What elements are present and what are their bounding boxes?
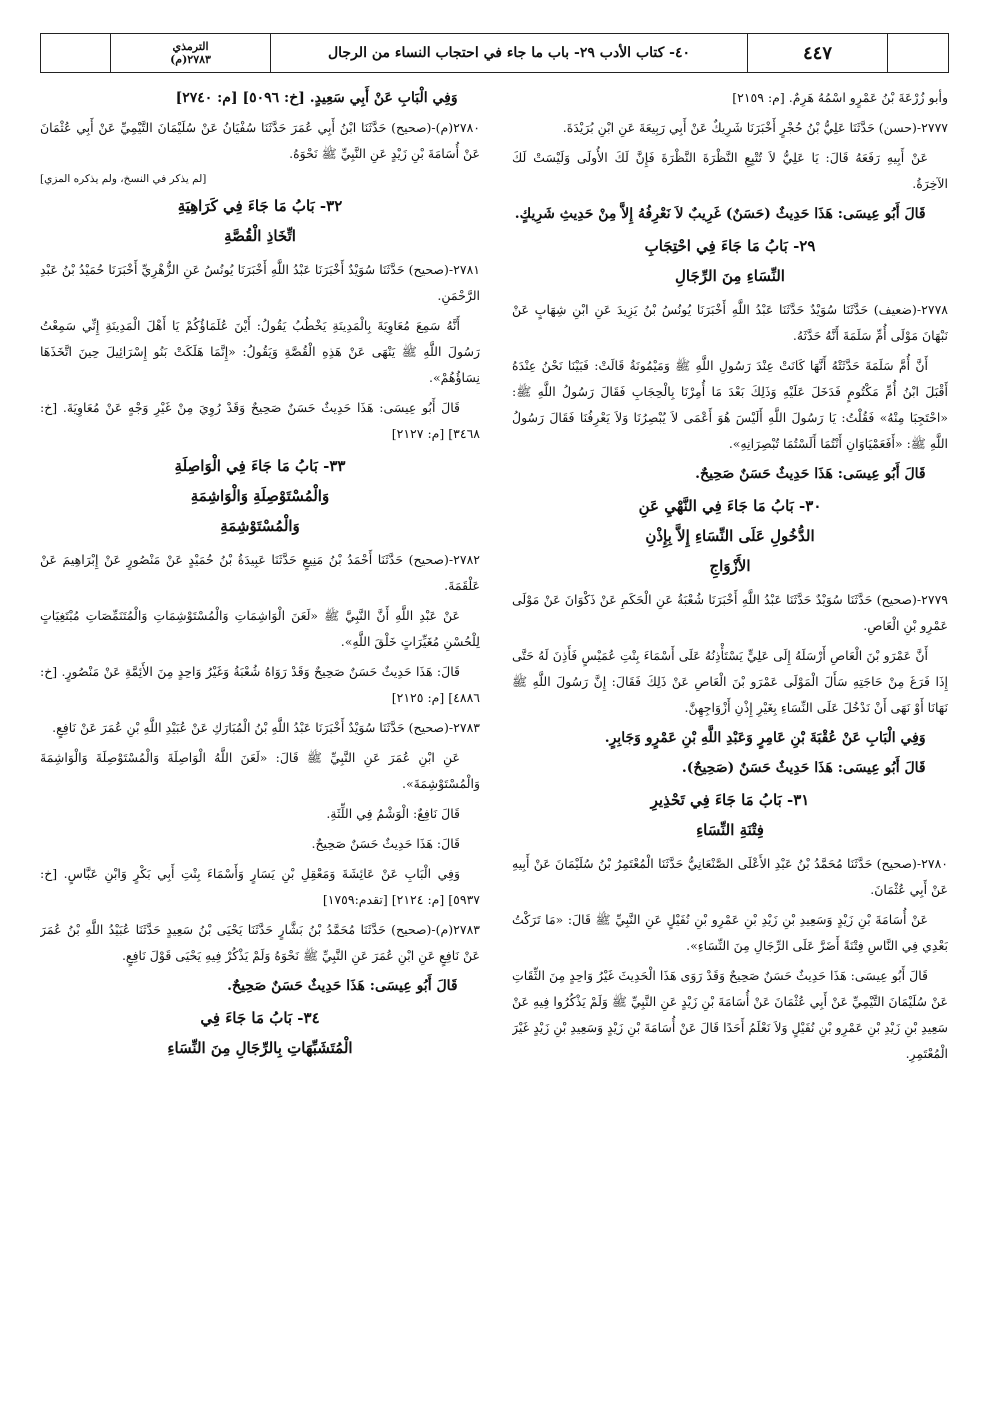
abu-isa-comment: قَالَ أَبُو عِيسَى: هَذَا حَدِيثٌ حَسَنٌ صَحِيحٌ. [227, 978, 458, 994]
grading-comment: قَالَ: هَذَا حَدِيثٌ حَسَنٌ صَحِيحٌ وَقَدْ رَوَاهُ شُعْبَةُ وَغَيْرُ وَاحِدٍ مِنَ الأَئِمَّةِ عَنْ مَنْصُورٍ. [خ: ٤٨٨٦] [م: ٢١٢٥] [40, 664, 480, 705]
header-source-ref [111, 34, 271, 72]
chapter-32-line1: ٣٢- بَابُ مَا جَاءَ فِي كَرَاهِيَةِ [177, 197, 343, 215]
chapter-30-line3: الأَزْوَاجِ [709, 557, 751, 575]
chapter-33-line1: ٣٣- بَابُ مَا جَاءَ فِي الْوَاصِلَةِ [174, 457, 346, 475]
chapter-33-line2: وَالْمُسْتَوْصِلَةِ وَالْوَاشِمَةِ [190, 487, 330, 505]
chapter-31-line2: فِتْنَةِ النِّسَاءِ [696, 821, 764, 839]
chapter-33-line3: وَالْمُسْتَوْشِمَةِ [220, 517, 300, 535]
hadith-2780-isnad: ٢٧٨٠-(صحيح) حَدَّثَنَا مُحَمَّدُ بْنُ عَبْدِ الأَعْلَى الصَّنْعَانِيُّ حَدَّثَنَا الْمُعْتَمِرُ بْنُ سُلَيْمَانَ عَنْ أَبِيهِ عَنْ أَبِي عُثْمَانَ. [512, 856, 948, 897]
abu-isa-comment: قَالَ أَبُو عِيسَى: هَذَا حَدِيثٌ حَسَنٌ صَحِيحٌ وَقَدْ رُوِيَ مِنْ غَيْرِ وَجْهٍ عَنْ مُعَاوِيَةَ. [خ: ٣٤٦٨] [م: ٢١٢٧] [40, 400, 480, 441]
abu-isa-comment: قَالَ أَبُو عِيسَى: هَذَا حَدِيثٌ حَسَنٌ صَحِيحٌ. [695, 466, 926, 482]
chapter-29-heading [512, 231, 948, 291]
chapter-34-heading [40, 1003, 480, 1063]
hadith-2780-matn: عَنْ أُسَامَةَ بْنِ زَيْدٍ وَسَعِيدِ بْنِ زَيْدِ بْنِ عَمْرِو بْنِ نُفَيْلٍ عَنِ النَّبِيِّ ﷺ قَالَ: «مَا تَرَكْتُ بَعْدِي فِي النَّاسِ فِتْنَةً أَضَرَّ عَلَى الرِّجَالِ مِنَ النِّسَاءِ». [512, 912, 948, 953]
running-header [40, 33, 949, 73]
hadith-2779-matn: أَنَّ عَمْرَو بْنَ الْعَاصِ أَرْسَلَهُ إِلَى عَلِيٍّ يَسْتَأْذِنُهُ عَلَى أَسْمَاءَ بِنْتِ عُمَيْسٍ فَأَذِنَ لَهُ حَتَّى إِذَا فَرَغَ مِنْ حَاجَتِهِ سَأَلَ الْمَوْلَى عَمْرَو بْنَ الْعَاصِ عَنْ ذَلِكَ فَقَالَ: إِنَّ رَسُولَ اللَّهِ ﷺ نَهَانَا أَوْ نَهَى أَنْ نَدْخُلَ عَلَى النِّسَاءِ بِغَيْرِ إِذْنِ أَزْوَاجِهِنَّ. [512, 648, 948, 715]
hadith-2778-isnad: ٢٧٧٨-(ضعيف) حَدَّثَنَا سُوَيْدٌ حَدَّثَنَا عَبْدُ اللَّهِ أَخْبَرَنَا يُونُسُ بْنُ يَزِيدَ عَنِ ابْنِ شِهَابٍ عَنْ نَبْهَانَ مَوْلَى أُمِّ سَلَمَةَ أَنَّهُ حَدَّثَهُ. [512, 302, 948, 343]
chapter-34-line1: ٣٤- بَابُ مَا جَاءَ فِي [200, 1009, 320, 1027]
chapter-34-line2: الْمُتَشَبِّهَاتِ بِالرِّجَالِ مِنَ النِّسَاءِ [167, 1039, 353, 1057]
chapter-29-line2: النِّسَاءِ مِنَ الرِّجَالِ [675, 267, 785, 285]
hadith-2777-matn: عَنْ أَبِيهِ رَفَعَهُ قَالَ: يَا عَلِيُّ لاَ تُتْبِعِ النَّظْرَةَ النَّظْرَةَ فَإِنَّ لَكَ الأُولَى وَلَيْسَتْ لَكَ الآخِرَةُ. [512, 150, 948, 191]
nafi-comment: قَالَ نَافِعٌ: الْوَشْمُ فِي اللِّثَةِ. [326, 806, 460, 821]
grading-comment: قَالَ: هَذَا حَدِيثٌ حَسَنٌ صَحِيحٌ. [311, 836, 460, 851]
hadith-2779-isnad: ٢٧٧٩-(صحيح) حَدَّثَنَا سُوَيْدٌ حَدَّثَنَا عَبْدُ اللَّهِ أَخْبَرَنَا شُعْبَةُ عَنِ الْحَكَمِ عَنْ ذَكْوَانَ عَنْ مَوْلَى عَمْرِو بْنِ الْعَاصِ. [512, 592, 948, 633]
source-name: الترمذي [172, 40, 209, 53]
source-number: ٢٧٨٣(م) [170, 53, 211, 66]
chapter-29-line1: ٢٩- بَابُ مَا جَاءَ فِي احْتِجَابِ [644, 237, 816, 255]
header-blank-left [41, 34, 111, 72]
hadith-2782-isnad: ٢٧٨٢-(صحيح) حَدَّثَنَا أَحْمَدُ بْنُ مَنِيعٍ حَدَّثَنَا عَبِيدَةُ بْنُ حُمَيْدٍ عَنْ مَنْصُورٍ عَنْ إِبْرَاهِيمَ عَنْ عَلْقَمَةَ. [40, 552, 480, 593]
chapter-30-line1: ٣٠- بَابُ مَا جَاءَ فِي النَّهْيِ عَنِ [638, 497, 822, 515]
editor-note: [لم يذكر في النسخ، ولم يذكره المزي] [40, 173, 207, 185]
chapter-33-heading [40, 451, 480, 541]
hadith-2778-matn: أَنَّ أُمَّ سَلَمَةَ حَدَّثَتْهُ أَنَّهَا كَانَتْ عِنْدَ رَسُولِ اللَّهِ ﷺ وَمَيْمُونَةُ قَالَتْ: فَبَيْنَا نَحْنُ عِنْدَهُ أَقْبَلَ ابْنُ أُمِّ مَكْتُومٍ فَدَخَلَ عَلَيْهِ وَذَلِكَ بَعْدَ مَا أُمِرْنَا بِالْحِجَابِ فَقَالَ رَسُولُ اللَّهِ ﷺ: «احْتَجِبَا مِنْهُ» فَقُلْتُ: يَا رَسُولَ اللَّهِ أَلَيْسَ هُوَ أَعْمَى لاَ يُبْصِرُنَا وَلاَ يَعْرِفُنَا فَقَالَ رَسُولُ اللَّهِ ﷺ: «أَفَعَمْيَاوَانِ أَنْتُمَا أَلَسْتُمَا تُبْصِرَانِهِ». [512, 358, 948, 451]
header-blank-right [888, 34, 948, 72]
right-column [512, 85, 948, 1285]
chapter-32-line2: اتِّخَاذِ الْقُصَّةِ [224, 227, 296, 245]
hadith-2783m: ٢٧٨٣(م)-(صحيح) حَدَّثَنَا مُحَمَّدُ بْنُ بَشَّارٍ حَدَّثَنَا يَحْيَى بْنُ سَعِيدٍ حَدَّثَنَا عُبَيْدُ اللَّهِ بْنُ عُمَرَ عَنْ نَافِعٍ عَنِ ابْنِ عُمَرَ عَنِ النَّبِيِّ ﷺ نَحْوَهُ وَلَمْ يَذْكُرْ فِيهِ يَحْيَى قَوْلَ نَافِعٍ. [40, 922, 480, 963]
chapter-32-heading [40, 191, 480, 251]
chapter-31-heading [512, 785, 948, 845]
fil-bab-note: وَفِي الْبَابِ عَنْ أَبِي سَعِيدٍ. [خ: ٥٠٩٦] [م: ٢٧٤٠] [175, 90, 458, 106]
hadith-2783-matn: عَنِ ابْنِ عُمَرَ عَنِ النَّبِيِّ ﷺ قَالَ: «لَعَنَ اللَّهُ الْوَاصِلَةَ وَالْمُسْتَوْصِلَةَ وَالْوَاشِمَةَ وَالْمُسْتَوْشِمَةَ». [40, 750, 480, 791]
abu-isa-comment: قَالَ أَبُو عِيسَى: هَذَا حَدِيثٌ حَسَنٌ (صَحِيحٌ). [681, 760, 926, 776]
chapter-30-heading [512, 491, 948, 581]
hadith-2781-matn: أَنَّهُ سَمِعَ مُعَاوِيَةَ بِالْمَدِينَةِ يَخْطُبُ يَقُولُ: أَيْنَ عُلَمَاؤُكُمْ يَا أَهْلَ الْمَدِينَةِ إِنِّي سَمِعْتُ رَسُولَ اللَّهِ ﷺ يَنْهَى عَنْ هَذِهِ الْقُصَّةِ وَيَقُولُ: «إِنَّمَا هَلَكَتْ بَنُو إِسْرَائِيلَ حِينَ اتَّخَذَهَا نِسَاؤُهُمْ». [40, 318, 480, 385]
fil-bab-note: وَفِي الْبَابِ عَنْ عُقْبَةَ بْنِ عَامِرٍ وَعَبْدِ اللَّهِ بْنِ عَمْرٍو وَجَابِرٍ. [604, 730, 926, 746]
left-column [40, 85, 480, 1285]
abu-isa-comment: قَالَ أَبُو عِيسَى: هَذَا حَدِيثٌ (حَسَنٌ) غَرِيبٌ لاَ نَعْرِفُهُ إِلاَّ مِنْ حَدِيثِ شَرِيكٍ. [514, 206, 926, 222]
chapter-30-line2: الدُّخُولِ عَلَى النِّسَاءِ إِلاَّ بِإِذْنِ [645, 527, 815, 545]
header-running-title: ٤٠- كتاب الأدب ٢٩- باب ما جاء في احتجاب النساء من الرجال [271, 34, 748, 72]
hadith-2783-isnad: ٢٧٨٣-(صحيح) حَدَّثَنَا سُوَيْدٌ أَخْبَرَنَا عَبْدُ اللَّهِ بْنُ الْمُبَارَكِ عَنْ عُبَيْدِ اللَّهِ بْنِ عُمَرَ عَنْ نَافِعٍ. [52, 720, 480, 735]
paragraph: وأبو زُرْعَةَ بْنُ عَمْرٍو اسْمُهُ هَرِمٌ. [م: ٢١٥٩] [732, 90, 948, 105]
hadith-2777-isnad: ٢٧٧٧-(حسن) حَدَّثَنَا عَلِيُّ بْنُ حُجْرٍ أَخْبَرَنَا شَرِيكٌ عَنْ أَبِي رَبِيعَةَ عَنِ ابْنِ بُرَيْدَةَ. [562, 120, 948, 135]
fil-bab-note: وَفِي الْبَابِ عَنْ عَائِشَةَ وَمَعْقِلِ بْنِ يَسَارٍ وَأَسْمَاءَ بِنْتِ أَبِي بَكْرٍ وَابْنِ عَبَّاسٍ. [خ: ٥٩٣٧] [م: ٢١٢٤] [تقدم:١٧٥٩] [40, 866, 480, 907]
chapter-31-line1: ٣١- بَابُ مَا جَاءَ فِي تَحْذِيرِ [650, 791, 810, 809]
hadith-2781-isnad: ٢٧٨١-(صحيح) حَدَّثَنَا سُوَيْدٌ أَخْبَرَنَا عَبْدُ اللَّهِ أَخْبَرَنَا يُونُسُ عَنِ الزُّهْرِيِّ أَخْبَرَنَا حُمَيْدُ بْنُ عَبْدِ الرَّحْمَنِ. [40, 262, 480, 303]
hadith-2782-matn: عَنْ عَبْدِ اللَّهِ أَنَّ النَّبِيَّ ﷺ «لَعَنَ الْوَاشِمَاتِ وَالْمُسْتَوْشِمَاتِ وَالْمُتَنَمِّصَاتِ مُبْتَغِيَاتٍ لِلْحُسْنِ مُغَيِّرَاتٍ خَلْقَ اللَّهِ». [40, 608, 480, 649]
abu-isa-comment: قَالَ أَبُو عِيسَى: هَذَا حَدِيثٌ حَسَنٌ صَحِيحٌ وَقَدْ رَوَى هَذَا الْحَدِيثَ غَيْرُ وَاحِدٍ مِنَ الثِّقَاتِ عَنْ سُلَيْمَانَ التَّيْمِيِّ عَنْ أَبِي عُثْمَانَ عَنْ أُسَامَةَ بْنِ زَيْدٍ عَنِ النَّبِيِّ ﷺ وَلَمْ يَذْكُرُوا فِيهِ عَنْ سَعِيدِ بْنِ زَيْدِ بْنِ عَمْرِو بْنِ نُفَيْلٍ وَلاَ نَعْلَمُ أَحَدًا قَالَ عَنْ أُسَامَةَ بْنِ زَيْدٍ وَسَعِيدِ بْنِ زَيْدٍ غَيْرَ الْمُعْتَمِرِ. [512, 968, 948, 1061]
hadith-2780m: ٢٧٨٠(م)-(صحيح) حَدَّثَنَا ابْنُ أَبِي عُمَرَ حَدَّثَنَا سُفْيَانُ عَنْ سُلَيْمَانَ التَّيْمِيِّ عَنْ أَبِي عُثْمَانَ عَنْ أُسَامَةَ بْنِ زَيْدٍ عَنِ النَّبِيِّ ﷺ نَحْوَهُ. [40, 120, 480, 161]
page-number: ٤٤٧ [748, 34, 888, 72]
